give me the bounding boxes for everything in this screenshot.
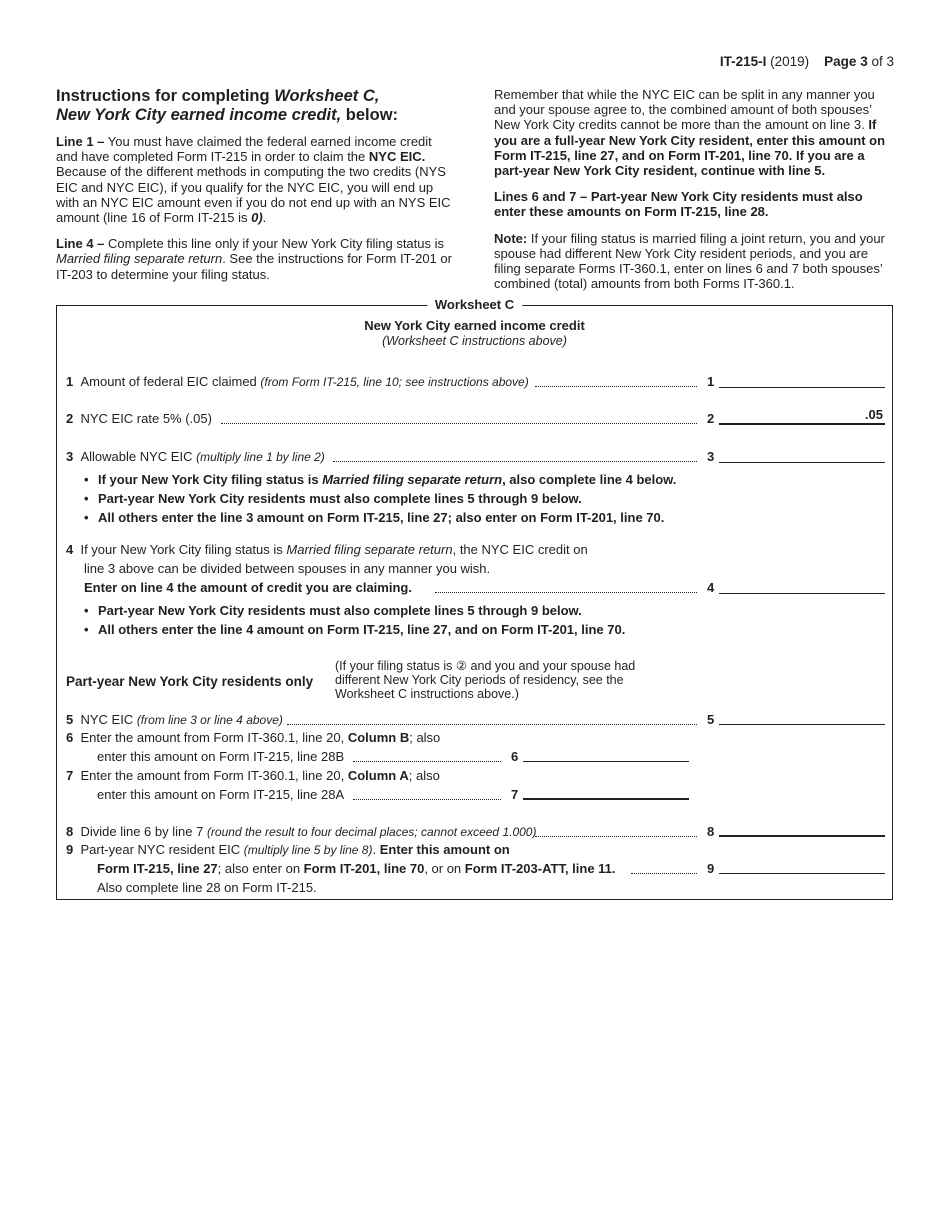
line-6-number: 6	[511, 749, 519, 764]
line-1-leader	[535, 376, 697, 387]
form-id: IT-215-I	[719, 54, 767, 69]
part-year-note: (If your filing status is ② and you and your spouse had different New York City periods of residency, see the Worksheet C instructions above.)	[335, 659, 636, 701]
line-8-amount-field[interactable]	[719, 821, 885, 837]
remember-paragraph: Remember that while the NYC EIC can be split in any manner you and your spouse agree to, the combined amount of both spouses’ New York City credits cannot be more than the amount on line 3. If you are a full-year New York City resident, enter this amount on Form IT-215, line 27, and on Form IT-201, line 70. If you are a part-year New York City resident, continue with line 5.	[494, 87, 886, 179]
line-6-leader	[353, 751, 501, 762]
line-8: 8 Divide line 6 by line 7 (round the result to four decimal places; cannot exceed 1.000)	[66, 824, 537, 839]
page-header	[720, 54, 894, 69]
line-3-leader	[333, 451, 697, 462]
line-5: 5 NYC EIC (from line 3 or line 4 above)	[66, 712, 283, 727]
page-number: Page 3	[824, 54, 868, 69]
line-9-leader	[631, 863, 697, 874]
line4-instruction: Line 4 – Complete this line only if your New York City filing status is Married filing separate return. See the instructions for Form IT-201 or IT-203 to determine your filing status.	[56, 236, 452, 282]
line-1-number: 1	[707, 374, 715, 389]
instructions-title: Instructions for completing Worksheet C, New York City earned income credit, below:	[56, 87, 399, 124]
line-2-number: 2	[707, 411, 715, 426]
line1-instruction: Line 1 – You must have claimed the federal earned income credit and have completed Form IT-215 in order to claim the NYC EIC. Because of the different methods in computing the two credits (NYS EIC and NYC EIC), if you qualify for the NYC EIC, you will end up with an NYC EIC amount even if you do not end up with an NYS EIC amount (line 16 of Form IT-215 is 0).	[56, 134, 451, 226]
line-4-number: 4	[707, 580, 715, 595]
page-of: of 3	[871, 54, 894, 69]
line-5-amount-field[interactable]	[719, 710, 885, 725]
line-7-amount-field[interactable]	[523, 784, 689, 800]
lines-6-7-instruction: Lines 6 and 7 – Part-year New York City residents must also enter these amounts on Form IT-215, line 28.	[494, 189, 863, 220]
line-7-text-2: enter this amount on Form IT-215, line 28A	[97, 787, 345, 802]
line-1: 1 Amount of federal EIC claimed (from Form IT-215, line 10; see instructions above)	[66, 374, 529, 389]
bullet-line3-part-year: • Part-year New York City residents must also complete lines 5 through 9 below.	[84, 491, 582, 506]
line-4-text-3: Enter on line 4 the amount of credit you are claiming.	[84, 580, 412, 595]
line-2: 2 NYC EIC rate 5% (.05)	[66, 411, 212, 426]
instructions-left-column	[56, 87, 456, 293]
line-6-amount-field[interactable]	[523, 747, 689, 762]
line-8-number: 8	[707, 824, 715, 839]
line-4-amount-field[interactable]	[719, 579, 885, 594]
line-7-leader	[353, 789, 501, 800]
line-9: 9 Part-year NYC resident EIC (multiply line 5 by line 8). Enter this amount on	[66, 842, 510, 857]
line-8-leader	[535, 826, 697, 837]
line-9-text-2: Form IT-215, line 27; also enter on Form IT-201, line 70, or on Form IT-203-ATT, line 11.	[97, 861, 616, 876]
line-9-text-3: Also complete line 28 on Form IT-215.	[97, 880, 317, 895]
instructions-right-column	[494, 87, 894, 302]
part-year-header: Part-year New York City residents only	[66, 674, 314, 689]
worksheet-subnote: (Worksheet C instructions above)	[382, 334, 567, 348]
worksheet-subtitle: New York City earned income credit	[364, 318, 585, 333]
bullet-line4-all-others: • All others enter the line 4 amount on Form IT-215, line 27, and on Form IT-201, line 70.	[84, 622, 626, 637]
line-4: 4 If your New York City filing status is Married filing separate return, the NYC EIC credit on	[66, 542, 588, 557]
bullet-line3-all-others: • All others enter the line 3 amount on Form IT-215, line 27; also enter on Form IT-201, line 70.	[84, 510, 665, 525]
note-paragraph: Note: If your filing status is married filing a joint return, you and your spouse had different New York City resident periods, and you are filing separate Forms IT-360.1, enter on lines 6 and 7 both spouses’ combined (total) amounts from both Forms IT-360.1.	[494, 230, 885, 292]
line-9-number: 9	[707, 861, 715, 876]
line-4-leader	[435, 582, 697, 593]
bullet-line3-married-separate: • If your New York City filing status is Married filing separate return, also complete line 4 below.	[84, 472, 677, 487]
line-7: 7 Enter the amount from Form IT-360.1, line 20, Column A; also	[66, 768, 440, 783]
line-3-number: 3	[707, 449, 715, 464]
line-6: 6 Enter the amount from Form IT-360.1, line 20, Column B; also	[66, 730, 441, 745]
line-3-amount-field[interactable]	[719, 448, 885, 463]
worksheet-label: Worksheet C	[427, 297, 522, 312]
line-6-text-2: enter this amount on Form IT-215, line 28B	[97, 749, 345, 764]
line-4-text-2: line 3 above can be divided between spouses in any manner you wish.	[84, 561, 491, 576]
line-1-amount-field[interactable]	[719, 373, 885, 388]
line-9-amount-field[interactable]	[719, 859, 885, 874]
line-3: 3 Allowable NYC EIC (multiply line 1 by line 2)	[66, 449, 325, 464]
line-5-leader	[287, 714, 697, 725]
line-2-leader	[221, 413, 697, 424]
worksheet-c-box	[56, 297, 893, 900]
form-year: (2019)	[770, 54, 810, 69]
line-2-rate-value: .05	[864, 407, 883, 422]
bullet-line4-part-year: • Part-year New York City residents must also complete lines 5 through 9 below.	[84, 603, 582, 618]
line-5-number: 5	[707, 712, 715, 727]
line-7-number: 7	[511, 787, 519, 802]
line-2-amount-field	[719, 409, 885, 425]
